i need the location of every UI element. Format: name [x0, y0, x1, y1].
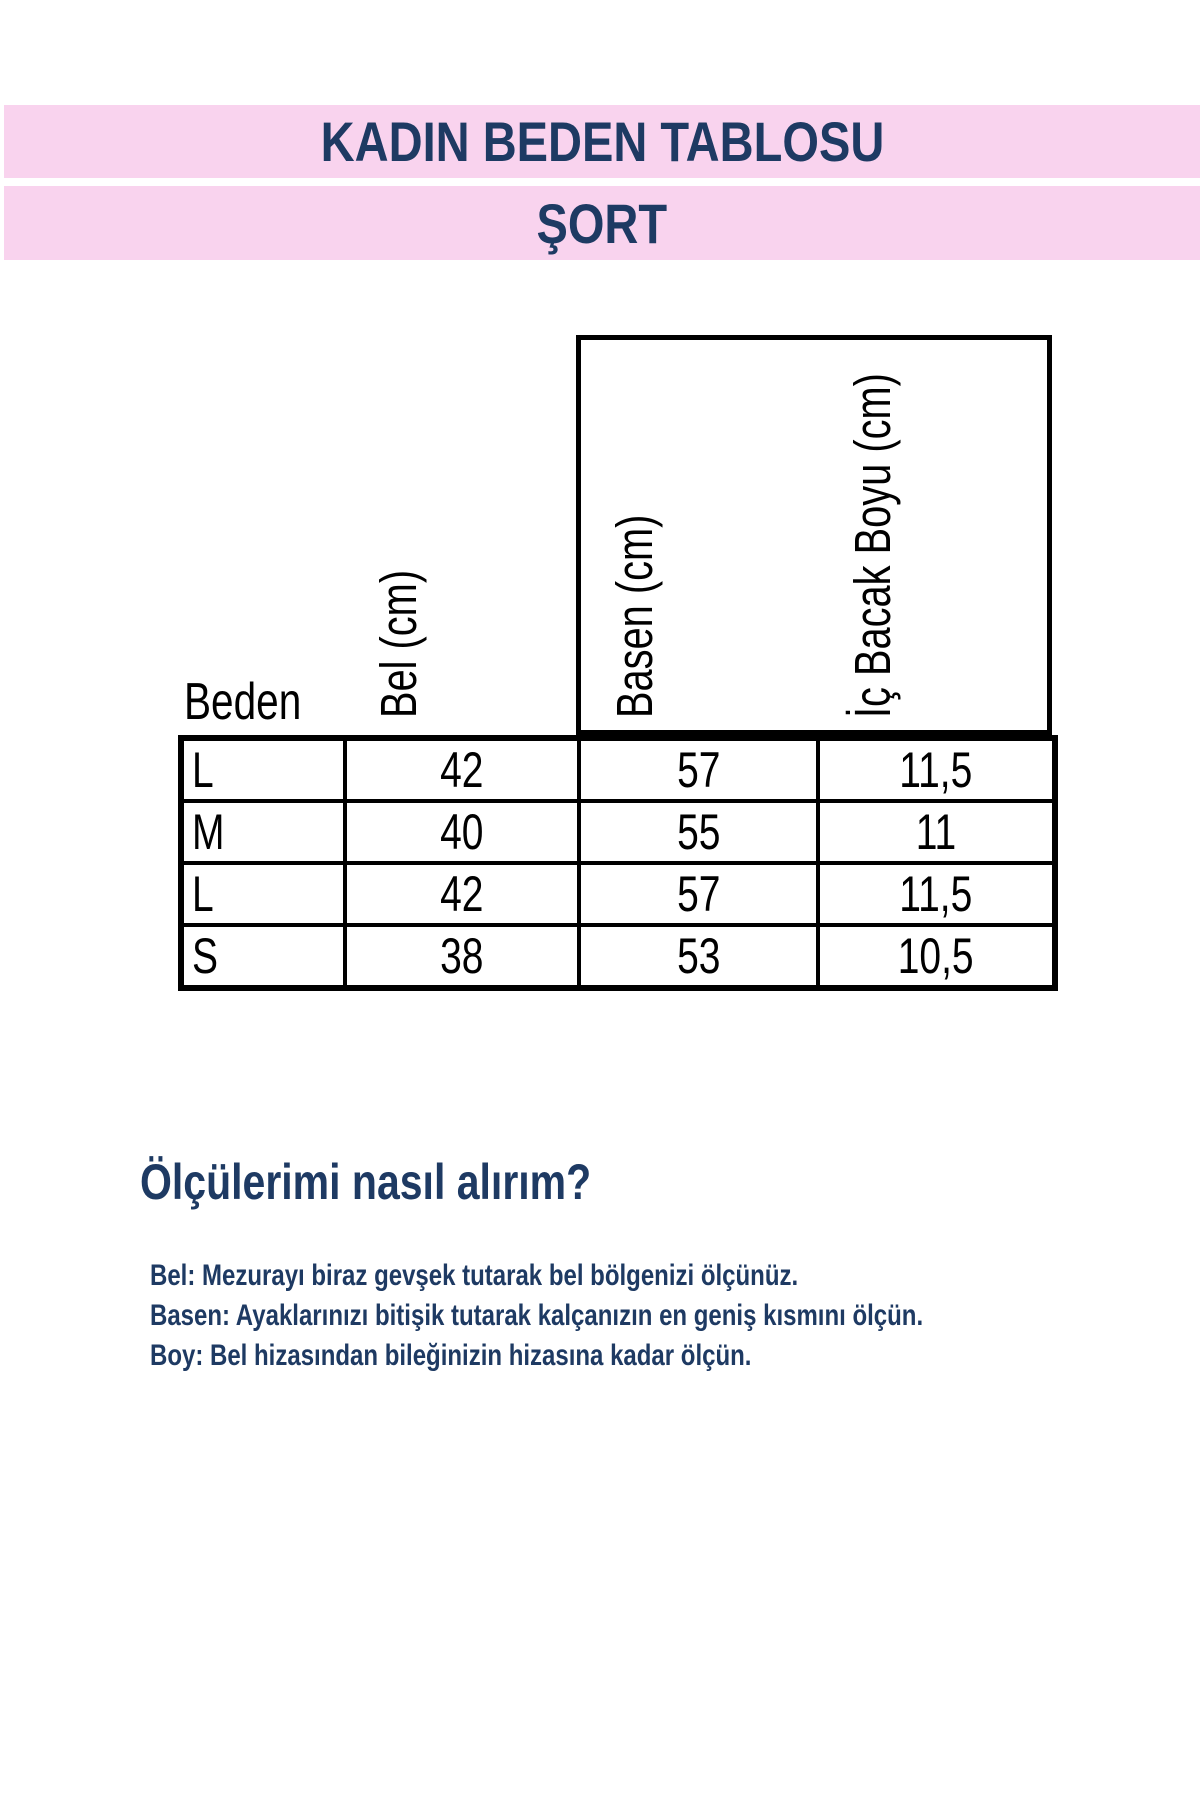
table-row — [181, 801, 1055, 863]
hip-cell — [579, 925, 818, 988]
waist-value: 38 — [440, 928, 484, 984]
page-title: KADIN BEDEN TABLOSU — [320, 110, 884, 173]
column-header-hip: Basen (cm) — [606, 514, 663, 718]
hip-value: 57 — [676, 742, 721, 798]
size-value: L — [192, 866, 214, 922]
hip-value: 53 — [676, 928, 721, 984]
size-value: L — [192, 742, 214, 798]
inseam-cell — [818, 925, 1055, 988]
waist-cell — [345, 801, 579, 863]
column-header-waist: Bel (cm) — [370, 569, 427, 718]
size-table — [178, 735, 1058, 991]
guide-heading: Ölçülerimi nasıl alırım? — [140, 1154, 592, 1210]
size-value: S — [192, 928, 219, 984]
inseam-value: 10,5 — [898, 928, 974, 984]
hip-cell — [579, 863, 818, 925]
waist-cell — [345, 863, 579, 925]
size-cell — [181, 925, 345, 988]
size-cell — [181, 738, 345, 801]
size-value: M — [192, 804, 225, 860]
inseam-cell — [818, 801, 1055, 863]
inseam-value: 11,5 — [899, 742, 973, 798]
hip-value: 57 — [676, 866, 721, 922]
hip-cell — [579, 801, 818, 863]
waist-cell — [345, 925, 579, 988]
inseam-value: 11 — [915, 804, 957, 860]
column-header-size: Beden — [184, 673, 302, 731]
inseam-value: 11,5 — [899, 866, 973, 922]
inseam-cell — [818, 738, 1055, 801]
guide-text — [150, 1256, 923, 1376]
table-row — [181, 863, 1055, 925]
waist-value: 42 — [440, 866, 484, 922]
subtitle-band — [4, 186, 1200, 260]
waist-value: 42 — [440, 742, 484, 798]
hip-value: 55 — [676, 804, 721, 860]
hip-cell — [579, 738, 818, 801]
waist-value: 40 — [440, 804, 484, 860]
guide-line-hip: Basen: Ayaklarınızı bitişik tutarak kalçanızın en geniş kısmını ölçün. — [150, 1299, 924, 1332]
table-row — [181, 925, 1055, 988]
table-row — [181, 738, 1055, 801]
inseam-cell — [818, 863, 1055, 925]
page-subtitle: ŞORT — [536, 191, 668, 255]
guide-line-length: Boy: Bel hizasından bileğinizin hizasına kadar ölçün. — [150, 1339, 752, 1372]
title-band — [4, 105, 1200, 178]
guide-line-waist: Bel: Mezurayı biraz gevşek tutarak bel bölgenizi ölçünüz. — [150, 1259, 799, 1292]
waist-cell — [345, 738, 579, 801]
column-header-inseam: İç Bacak Boyu (cm) — [844, 373, 901, 718]
size-cell — [181, 863, 345, 925]
size-cell — [181, 801, 345, 863]
